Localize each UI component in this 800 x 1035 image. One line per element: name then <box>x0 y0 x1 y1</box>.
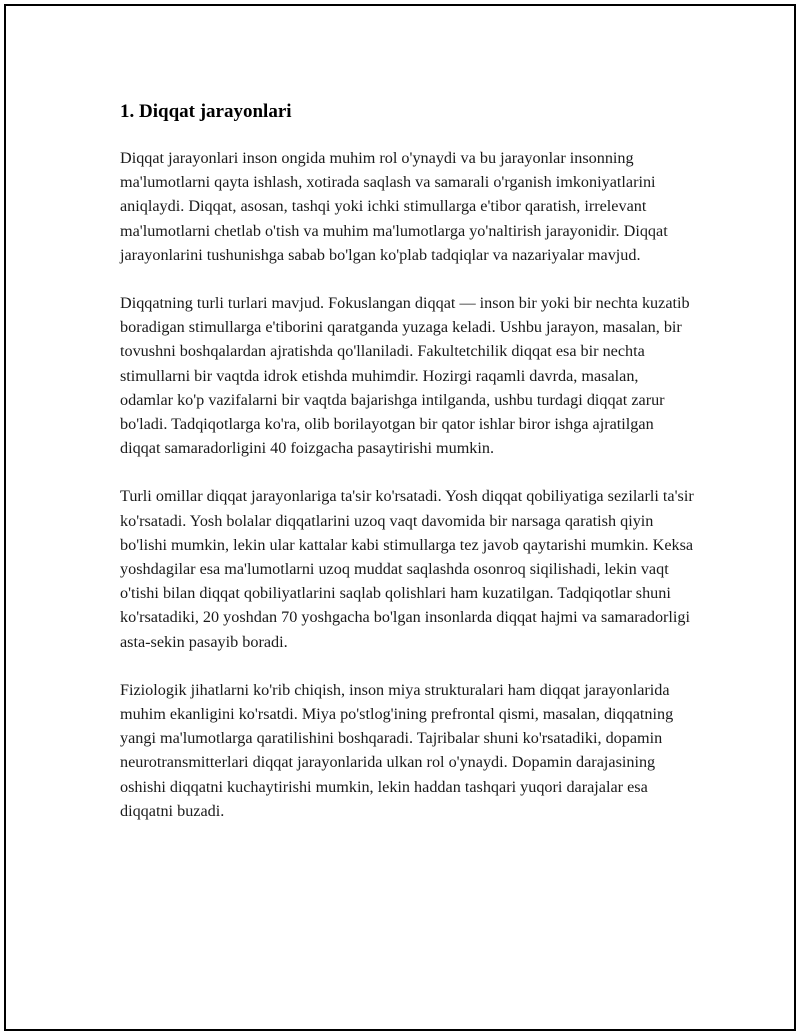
paragraph-intro: Diqqat jarayonlari inson ongida muhim rol o'ynaydi va bu jarayonlar insonning ma'lumotlarni qayta ishlash, xotirada saqlash va samarali o'rganish imkoniyatlarini aniqlaydi. Diqqat, asosan, tashqi yoki ichki stimullarga e'tibor qaratish, irrelevant ma'lumotlarni chetlab o'tish va muhim ma'lumotlarga yo'naltirish jarayonidir. Diqqat jarayonlarini tushunishga sabab bo'lgan ko'plab tadqiqlar va nazariyalar mavjud. <box>120 149 668 264</box>
document-body <box>120 98 694 823</box>
paragraph-attention-types: Diqqatning turli turlari mavjud. Fokuslangan diqqat — inson bir yoki bir nechta kuzatib boradigan stimullarga e'tiborini qaratganda yuzaga keladi. Ushbu jarayon, masalan, bir tovushni boshqalardan ajratishda qo'llaniladi. Fakultetchilik diqqat esa bir nechta stimullarni bir vaqtda idrok etishda muhimdir. Hozirgi raqamli davrda, masalan, odamlar ko'p vazifalarni bir vaqtda bajarishga intilganda, ushbu turdagi diqqat zarur bo'ladi. Tadqiqotlarga ko'ra, olib borilayotgan bir qator ishlar biror ishga ajratilgan diqqat samaradorligini 40 foizgacha pasaytirishi mumkin. <box>120 294 690 458</box>
paragraph-physiology: Fiziologik jihatlarni ko'rib chiqish, inson miya strukturalari ham diqqat jarayonlarida muhim ekanligini ko'rsatdi. Miya po'stlog'ining prefrontal qismi, masalan, diqqatning yangi ma'lumotlarga qaratilishini boshqaradi. Tajribalar shuni ko'rsatadiki, dopamin neurotransmitterlari diqqat jarayonlarida ulkan rol o'ynaydi. Dopamin darajasining oshishi diqqatni kuchaytirishi mumkin, lekin haddan tashqari yuqori darajalar esa diqqatni buzadi. <box>120 680 674 820</box>
section-heading: 1. Diqqat jarayonlari <box>120 101 292 122</box>
page-frame <box>4 4 796 1031</box>
paragraph-influencing-factors: Turli omillar diqqat jarayonlariga ta'sir ko'rsatadi. Yosh diqqat qobiliyatiga sezilarli ta'sir ko'rsatadi. Yosh bolalar diqqatlarini uzoq vaqt davomida bir narsaga qaratish qiyin bo'lishi mumkin, lekin ular kattalar kabi stimullarga tez javob qaytarishi mumkin. Keksa yoshdagilar esa ma'lumotlarni uzoq muddat saqlashda osonroq siqilishadi, lekin vaqt o'tishi bilan diqqat qobiliyatlarini saqlab qolishlari ham kuzatilgan. Tadqiqotlar shuni ko'rsatadiki, 20 yoshdan 70 yoshgacha bo'lgan insonlarda diqqat hajmi va samaradorligi asta-sekin pasayib boradi. <box>120 487 694 651</box>
